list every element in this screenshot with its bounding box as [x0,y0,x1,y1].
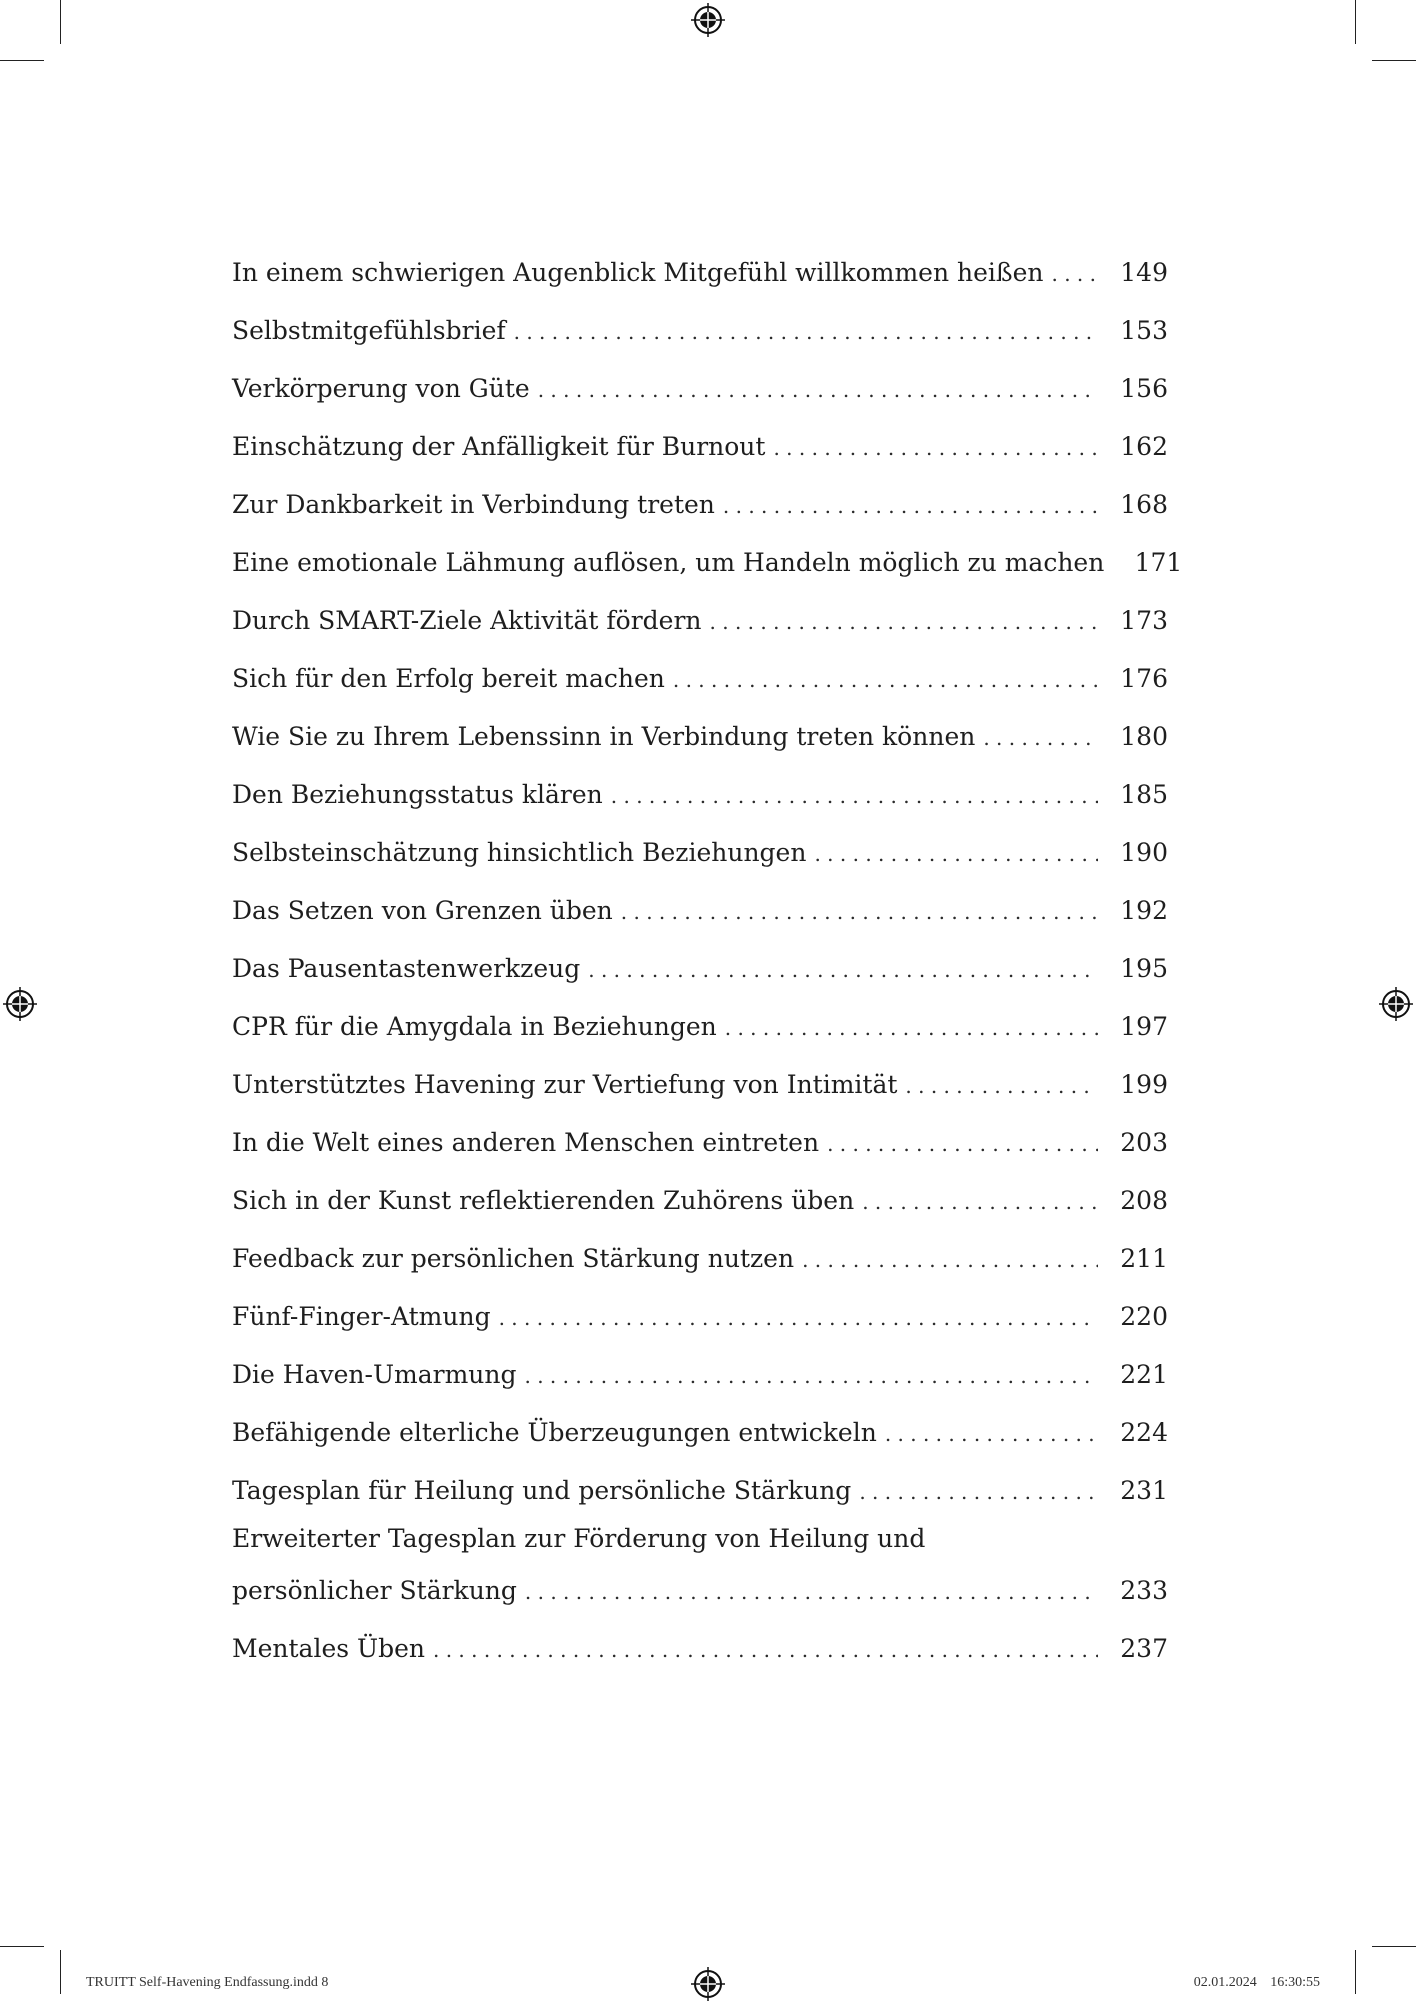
toc-page-number: 211 [1120,1244,1168,1273]
toc-title: Durch SMART-Ziele Aktivität fördern [232,606,702,635]
toc-page-number: 153 [1120,316,1168,345]
registration-mark-icon [3,987,37,1021]
toc-title: Zur Dankbarkeit in Verbindung treten [232,490,715,519]
crop-mark [60,0,61,44]
dot-leader [802,1248,1098,1272]
registration-mark-icon [691,1967,725,2001]
toc-page-number: 149 [1120,258,1168,287]
toc-entry [232,240,1168,298]
crop-mark [0,1946,44,1947]
toc-title: Unterstütztes Havening zur Vertiefung von Intimität [232,1070,898,1099]
dot-leader [621,900,1098,924]
dot-leader [1052,262,1099,286]
dot-leader [885,1422,1098,1446]
toc-page-number: 185 [1120,780,1168,809]
toc-page-number: 180 [1120,722,1168,751]
toc-title: Das Setzen von Grenzen üben [232,896,613,925]
toc-entry [232,1458,1168,1516]
crop-mark [1355,0,1356,44]
toc-title: persönlicher Stärkung [232,1576,517,1605]
registration-mark-icon [691,3,725,37]
toc-entry [232,820,1168,878]
dot-leader [673,668,1098,692]
toc-entry [232,414,1168,472]
toc-entry [232,472,1168,530]
toc-title: Einschätzung der Anfälligkeit für Burnout [232,432,766,461]
toc-entry [232,298,1168,356]
toc-title: In einem schwierigen Augenblick Mitgefühl willkommen heißen [232,258,1044,287]
toc-page-number: 173 [1120,606,1168,635]
print-slug-timestamp: 02.01.2024 16:30:55 [1193,1975,1320,1990]
crop-mark [1372,1946,1416,1947]
crop-mark [0,60,44,61]
dot-leader [862,1190,1098,1214]
crop-mark [1372,60,1416,61]
crop-mark [1355,1950,1356,1994]
toc-entry [232,1052,1168,1110]
toc-title: Sich für den Erfolg bereit machen [232,664,665,693]
toc-page-number: 156 [1120,374,1168,403]
toc-title: Feedback zur persönlichen Stärkung nutzen [232,1244,795,1273]
dot-leader [611,784,1098,808]
toc-page-number: 233 [1120,1576,1168,1605]
toc-entry [232,1168,1168,1226]
toc-page-number: 190 [1120,838,1168,867]
dot-leader [827,1132,1098,1156]
toc-entry [232,1516,1168,1616]
toc-page-number: 237 [1120,1634,1168,1663]
table-of-contents [232,240,1183,1674]
dot-leader [773,436,1098,460]
toc-entry [232,530,1183,588]
toc-page-number: 176 [1120,664,1168,693]
toc-entry [232,1226,1168,1284]
toc-entry [232,1400,1168,1458]
dot-leader [905,1074,1098,1098]
toc-title: Wie Sie zu Ihrem Lebenssinn in Verbindung treten können [232,722,976,751]
dot-leader [525,1364,1099,1388]
toc-title: Befähigende elterliche Überzeugungen entwickeln [232,1418,877,1447]
toc-entry [232,878,1168,936]
toc-entry [232,646,1168,704]
toc-title: Die Haven-Umarmung [232,1360,517,1389]
toc-title: Fünf-Finger-Atmung [232,1302,491,1331]
dot-leader [723,494,1098,518]
toc-title: Selbstmitgefühlsbrief [232,316,506,345]
toc-entry [232,936,1168,994]
toc-entry [232,356,1168,414]
dot-leader [983,726,1098,750]
toc-entry [232,588,1168,646]
toc-entry [232,1284,1168,1342]
crop-mark [60,1950,61,1994]
toc-title: Eine emotionale Lähmung auflösen, um Handeln möglich zu machen [232,548,1105,577]
dot-leader [859,1480,1098,1504]
toc-entry [232,1342,1168,1400]
toc-entry [232,1616,1168,1674]
dot-leader [538,378,1098,402]
toc-page-number: 199 [1120,1070,1168,1099]
dot-leader [514,320,1098,344]
toc-entry [232,704,1168,762]
dot-leader [814,842,1098,866]
toc-page-number: 208 [1120,1186,1168,1215]
toc-page-number: 203 [1120,1128,1168,1157]
toc-page-number: 195 [1120,954,1168,983]
print-slug-filename: TRUITT Self-Havening Endfassung.indd 8 [86,1975,329,1990]
toc-title: CPR für die Amygdala in Beziehungen [232,1012,717,1041]
toc-entry [232,762,1168,820]
toc-title: Tagesplan für Heilung und persönliche Stärkung [232,1476,852,1505]
toc-title: Sich in der Kunst reflektierenden Zuhörens üben [232,1186,855,1215]
dot-leader [710,610,1098,634]
dot-leader [725,1016,1098,1040]
dot-leader [433,1638,1098,1662]
toc-page-number: 220 [1120,1302,1168,1331]
toc-page-number: 171 [1134,548,1183,577]
toc-title: In die Welt eines anderen Menschen eintreten [232,1128,820,1157]
toc-entry [232,994,1168,1052]
toc-title-line1: Erweiterter Tagesplan zur Förderung von Heilung und [232,1524,926,1553]
toc-page-number: 221 [1120,1360,1168,1389]
toc-page-number: 192 [1120,896,1168,925]
registration-mark-icon [1379,987,1413,1021]
dot-leader [588,958,1098,982]
toc-page-number: 197 [1120,1012,1168,1041]
toc-title: Den Beziehungsstatus klären [232,780,603,809]
toc-entry [232,1110,1168,1168]
toc-page-number: 162 [1120,432,1168,461]
toc-page-number: 224 [1120,1418,1168,1447]
toc-title: Verkörperung von Güte [232,374,530,403]
toc-page-number: 168 [1120,490,1168,519]
dot-leader [525,1580,1098,1604]
toc-title: Selbsteinschätzung hinsichtlich Beziehungen [232,838,807,867]
toc-title: Das Pausentastenwerkzeug [232,954,581,983]
toc-title: Mentales Üben [232,1634,425,1663]
dot-leader [499,1306,1098,1330]
toc-page-number: 231 [1120,1476,1168,1505]
